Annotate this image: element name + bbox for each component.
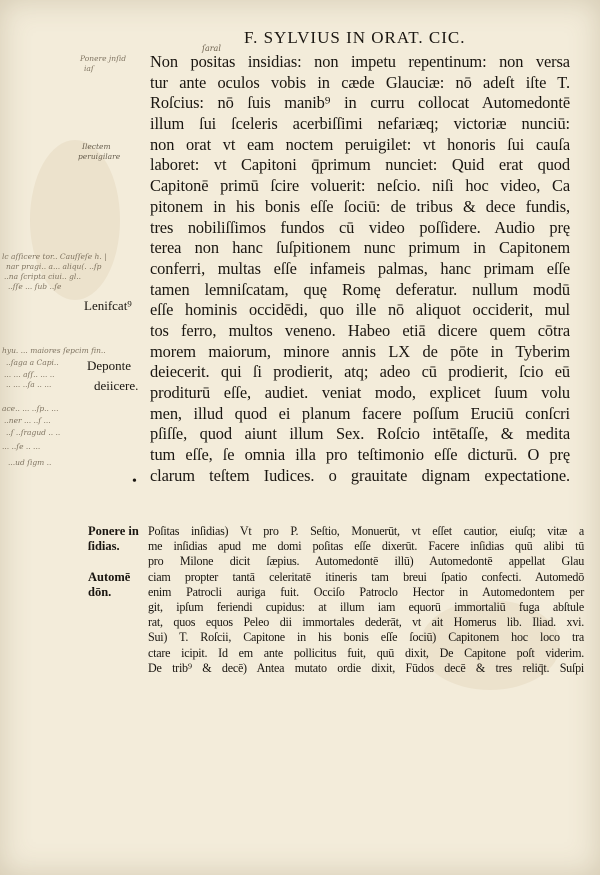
handwritten-annotation: iaſ	[84, 64, 94, 73]
text-line: illum ſui ſceleris acerbiſſimi nefariæq; victoriæ nunciū:	[150, 114, 570, 134]
commentary-line	[88, 600, 584, 615]
handwritten-annotation: nar pragi.. a... aliqu(. ..ſp	[6, 262, 102, 271]
commentary-line	[88, 661, 584, 676]
commentary-line	[88, 539, 584, 554]
commentary-lemma	[88, 615, 148, 630]
commentary-line	[88, 585, 584, 600]
marginal-note: Lenifcat⁹	[84, 298, 132, 313]
commentary-lemma: Automē	[88, 569, 131, 584]
text-line: Capitonē primū ſcire voluerit: neſcio. niſi hoc video, Ca	[150, 176, 570, 196]
text-line: laboret: vt Capitoni q̄primum nunciet: Quid erat quod	[150, 155, 570, 175]
commentary-line	[88, 646, 584, 661]
handwritten-annotation: ace.. ... ..ſp.. ...	[2, 404, 59, 413]
commentary-line	[88, 615, 584, 630]
handwritten-annotation: ..ſaga a Capi..	[6, 358, 59, 367]
commentary-text: pro Milone dicit ſæpius. Automedontē illū) Automedontē appellat Glau	[148, 554, 584, 569]
text-line: pitonem in his bonis eſſe ſociū: de tribus & dece fundis,	[150, 196, 570, 216]
text-line: pſiſſe, quod aiunt illum Sex. Roſcio intētaſſe, & medita	[150, 424, 570, 444]
commentary-line	[88, 524, 584, 539]
commentary-lemma: Ponere in	[88, 524, 139, 538]
handwritten-annotation: hyu. ... maiores ſepcim fin..	[2, 346, 106, 355]
commentary-text: ctare icipit. Id em ante pollicitus fuit, quū dixit, De Capitone poſt viderim.	[148, 645, 584, 660]
commentary-text: enim Patrocli auriga fuit. Occiſo Patroclo Hector in Automedontem per	[148, 584, 584, 599]
commentary-text: De trib⁹ & decē) Antea mutato ordie dixit, Fūdos decē & tres reliq̄t. Suſpi	[148, 660, 584, 675]
text-line: terea non hanc ſuſpitionem nunc primum in Capitonem	[150, 238, 570, 258]
oration-text	[150, 52, 570, 486]
commentary-line	[88, 554, 584, 569]
handwritten-annotation: .. ... ..ſa .. ...	[6, 380, 52, 389]
text-line: clarum teſtem Iudices. o grauitate dignam expectatione.	[150, 465, 570, 485]
text-line: tos ferro, multos veneno. Habeo etiā dicere quem cōtra	[150, 320, 570, 340]
commentary-lemma: ſidias.	[88, 539, 120, 554]
commentary-text: ciam propter tantā celeritatē itineris tam breui ſpatio confecti. Automedō	[148, 569, 584, 584]
text-line: non orat vt eam noctem peruigilet: vt honoris ſui cauſa	[150, 134, 570, 154]
marginal-note: Deponte	[87, 358, 132, 373]
text-line: Non positas insidias: non impetu repentinum: non versa	[150, 52, 570, 71]
text-line: conferri, multas eſſe infameis palmas, hanc primam eſſe	[150, 258, 570, 278]
text-line: tur ante oculos vobis in cæde Glauciæ: nō adeſt iſte T.	[150, 72, 570, 92]
commentary-text: me inſidias apud me domi poſitas eſſe dixerūt. Facere inſidias quū alibi tū	[148, 539, 584, 554]
commentary-text: rat, quos equos Peleo dii immortales dederāt, vt ait Homerus lib. Iliad. xvi.	[148, 615, 584, 630]
handwritten-annotation: ..na ſcripta ciui.. gl..	[4, 272, 82, 281]
text-line: Roſcius: nō ſuis manib⁹ in curru collocat Automedontē	[150, 93, 570, 113]
text-line: tamen lemniſcatam, quę Romę deferatur. nullum modū	[150, 279, 570, 299]
commentary-block	[88, 524, 584, 676]
handwritten-annotation: ..ſſe ... ſub ..ſe	[8, 282, 62, 291]
marginal-note: deiicere.	[94, 378, 139, 393]
handwritten-annotation: ..ner ... ..ſ ...	[4, 416, 51, 425]
commentary-line	[88, 630, 584, 645]
handwritten-annotation: ſaral	[202, 44, 221, 53]
text-line: morem maiorum, minore annis LX de pōte in Tyberim	[150, 341, 570, 361]
text-line: tres nobiliſſimos fundos cū video poſſidere. Audio prę	[150, 217, 570, 237]
commentary-lemma	[88, 630, 148, 645]
text-line: proditurū eſſe, audiet. veniat modo, explicet ſuum volu	[150, 383, 570, 402]
text-line: deiecerit. qui ſi prodierit, atq; adeo cū prodierit, ſcio eū	[150, 362, 570, 382]
handwritten-annotation: Ilectem	[82, 142, 111, 151]
handwritten-annotation: peruigilare	[78, 152, 121, 161]
text-line: tum eſſe, ſe omnia illa pro teſtimonio eſſe dicturū. O prę	[150, 445, 570, 465]
handwritten-annotation: lc aſſicere tor.. Cauſſeſe h. |	[2, 252, 107, 261]
commentary-lemma	[88, 554, 148, 569]
handwritten-annotation: ...ud ſigm ..	[8, 458, 52, 467]
text-line: eſſe hominis occidēdi, quo ille nō aliquot occiderit, mul	[150, 300, 570, 320]
handwritten-annotation: ... ... aſſ.. ... ..	[4, 370, 55, 379]
handwritten-annotation: ... ..ſe .. ...	[2, 442, 41, 451]
commentary-text: Poſitas inſidias) Vt pro P. Seſtio, Monuerūt, vt eſſet cautior, eiuſq; vitæ a	[148, 524, 584, 538]
commentary-line	[88, 570, 584, 585]
handwritten-annotation: ..ſ ..ſragud .. ..	[6, 428, 61, 437]
commentary-lemma	[88, 661, 148, 676]
text-line: men, illud quod ei planum facere poſſum Eruciū conſcri	[150, 403, 570, 423]
commentary-text: git, ipſum feriendi cupidus: at illum iam equorū immortaliū fuga abſtule	[148, 599, 584, 614]
commentary-lemma: dōn.	[88, 584, 112, 599]
commentary-text: Sui) T. Roſcii, Capitone in his bonis eſſe ſociū) Capitonem hoc loco tra	[148, 630, 584, 645]
paragraph-marker: •	[132, 474, 137, 489]
commentary-lemma	[88, 600, 148, 615]
handwritten-annotation: Ponere jnſid	[80, 54, 127, 63]
commentary-lemma	[88, 646, 148, 661]
running-head: F. SYLVIUS IN ORAT. CIC.	[244, 28, 466, 47]
